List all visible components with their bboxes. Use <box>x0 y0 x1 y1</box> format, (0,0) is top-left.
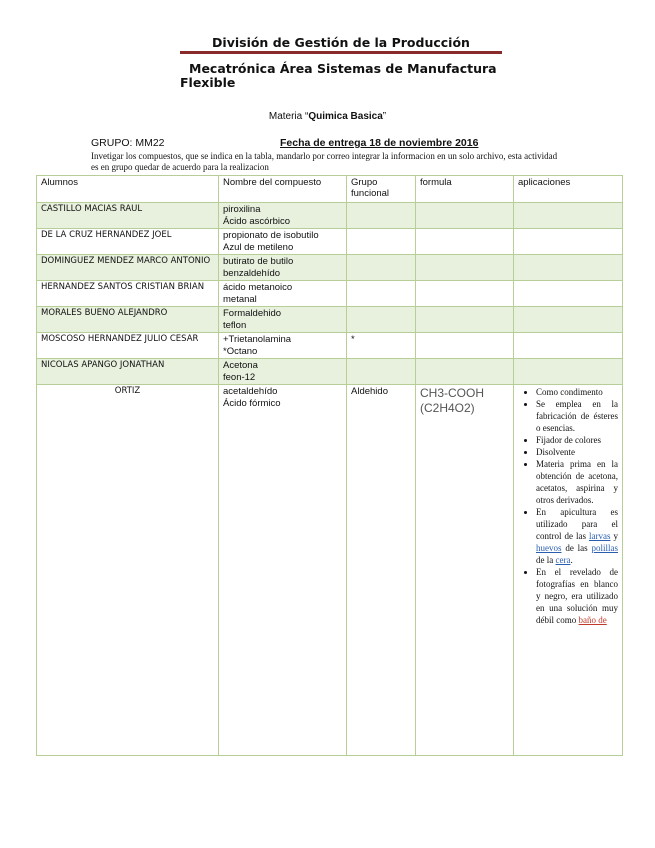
formula-cell <box>416 333 514 359</box>
table-row <box>37 255 623 281</box>
functional-group-cell <box>347 255 416 281</box>
table-row <box>37 307 623 333</box>
list-text: . <box>570 555 573 565</box>
list-item <box>536 506 618 566</box>
compound-1: butirato de butilo <box>223 256 294 267</box>
student-name: HERNANDEZ SANTOS CRISTIAN BRIAN <box>37 281 219 307</box>
compound-1: piroxilina <box>223 204 261 215</box>
formula-cell <box>416 307 514 333</box>
student-name: MOSCOSO HERNANDEZ JULIO CESAR <box>37 333 219 359</box>
functional-group-cell <box>347 229 416 255</box>
link-cera[interactable]: cera <box>555 555 571 565</box>
formula-cell <box>416 255 514 281</box>
compound-2: feon-12 <box>223 371 256 383</box>
document-subtitle <box>180 62 500 90</box>
student-name: DOMINGUEZ MENDEZ MARCO ANTONIO <box>37 255 219 281</box>
compound-2: metanal <box>223 293 257 305</box>
compound-cell <box>219 281 347 307</box>
list-item: • Se emplea en la fabricación de ésteres o esencias. <box>536 398 618 434</box>
applications-cell <box>514 333 623 359</box>
applications-cell <box>514 281 623 307</box>
subject-line <box>0 111 655 122</box>
functional-group-cell <box>347 359 416 385</box>
subtitle-line-1: Mecatrónica Área Sistemas de Manufactura <box>189 61 497 76</box>
table-row <box>37 229 623 255</box>
functional-group-cell <box>347 203 416 229</box>
instructions: Invetigar los compuestos, que se indica en la tabla, mandarlo por correo integrar la informacion en un solo archivo, esta actividad es en grupo quedar de acuerdo para la realizacion <box>91 151 558 172</box>
applications-cell <box>514 307 623 333</box>
compound-2: benzaldehído <box>223 267 281 279</box>
student-name: CASTILLO MACIAS RAUL <box>37 203 219 229</box>
group-label: GRUPO: MM22 <box>91 137 165 149</box>
link-huevos[interactable]: huevos <box>536 543 562 553</box>
formula-cell <box>416 203 514 229</box>
table-row <box>37 385 623 756</box>
assignment-table <box>36 175 623 756</box>
functional-group-cell: * <box>347 333 416 359</box>
student-name: DE LA CRUZ HERNANDEZ JOEL <box>37 229 219 255</box>
title-rule <box>180 51 502 54</box>
header-compuesto: Nombre del compuesto <box>219 176 347 203</box>
list-text: y <box>610 531 618 541</box>
compound-2: *Octano <box>223 345 258 357</box>
due-date: Fecha de entrega 18 de noviembre 2016 <box>280 137 479 149</box>
formula-cell <box>416 229 514 255</box>
list-text: En apicultura es utilizado para el control de las <box>536 507 618 541</box>
table-row <box>37 333 623 359</box>
compound-cell <box>219 307 347 333</box>
table-header-row <box>37 176 623 203</box>
list-item: • Disolvente <box>536 446 618 458</box>
table-row <box>37 203 623 229</box>
table-row <box>37 281 623 307</box>
subject-suffix: ” <box>382 111 387 122</box>
compound-1: +Trietanolamina <box>223 334 292 345</box>
functional-group-cell: Aldehido <box>347 385 416 756</box>
table-row <box>37 359 623 385</box>
compound-2: Ácido fórmico <box>223 397 281 409</box>
compound-cell <box>219 203 347 229</box>
compound-cell <box>219 359 347 385</box>
subtitle-line-2: Flexible <box>180 75 236 90</box>
formula-cell <box>416 385 514 756</box>
list-item: • Fijador de colores <box>536 434 618 446</box>
applications-cell <box>514 255 623 281</box>
subject-prefix: Materia “ <box>268 111 309 122</box>
link-larvas[interactable]: larvas <box>589 531 611 541</box>
functional-group-cell <box>347 281 416 307</box>
compound-1: propionato de isobutilo <box>223 230 319 241</box>
compound-1: acetaldehído <box>223 386 278 397</box>
list-item: • Como condimento <box>536 386 618 398</box>
applications-list <box>518 386 618 626</box>
student-name: MORALES BUENO ALEJANDRO <box>37 307 219 333</box>
compound-2: teflon <box>223 319 247 331</box>
list-text: En el revelado de fotografías en blanco y negro, era utilizado en una solución muy débil como <box>536 567 618 625</box>
compound-cell <box>219 229 347 255</box>
compound-cell <box>219 333 347 359</box>
header-grupo-funcional: Grupo funcional <box>347 176 416 203</box>
applications-cell <box>514 359 623 385</box>
applications-cell <box>514 203 623 229</box>
compound-1: Acetona <box>223 360 258 371</box>
list-item: • Materia prima en la obtención de acetona, acetatos, aspirina y otros derivados. <box>536 458 618 506</box>
link-bano-de[interactable]: baño de <box>578 615 607 625</box>
header-alumnos: Alumnos <box>37 176 219 203</box>
header-formula: formula <box>416 176 514 203</box>
formula-cell <box>416 281 514 307</box>
formula-cell <box>416 359 514 385</box>
functional-group-cell <box>347 307 416 333</box>
list-item <box>536 566 618 626</box>
student-name: NICOLAS APANGO JONATHAN <box>37 359 219 385</box>
formula-line-1: CH3-COOH <box>420 386 485 400</box>
link-polillas[interactable]: polillas <box>591 543 618 553</box>
subject-name: Quimica Basica <box>308 111 383 122</box>
applications-cell <box>514 385 623 756</box>
compound-2: Azul de metileno <box>223 241 294 253</box>
header-aplicaciones: aplicaciones <box>514 176 623 203</box>
list-text: de la <box>536 555 556 565</box>
compound-2: Ácido ascórbico <box>223 215 291 227</box>
compound-cell <box>219 255 347 281</box>
list-text: de las <box>561 543 592 553</box>
compound-cell <box>219 385 347 756</box>
formula-line-2: (C2H4O2) <box>420 401 475 415</box>
student-name: ORTIZ <box>37 385 219 756</box>
compound-1: Formaldehido <box>223 308 282 319</box>
compound-1: ácido metanoico <box>223 282 293 293</box>
applications-cell <box>514 229 623 255</box>
document-title: División de Gestión de la Producción <box>212 35 470 50</box>
